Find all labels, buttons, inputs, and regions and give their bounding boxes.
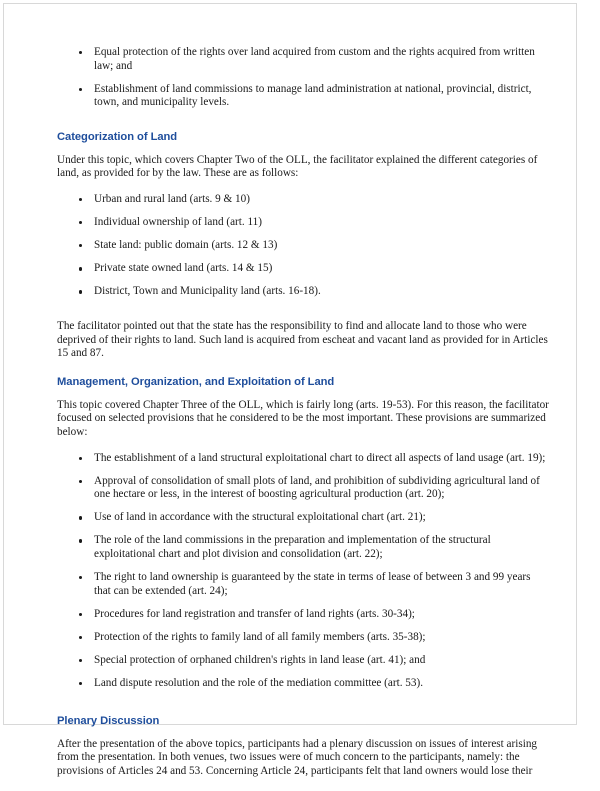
- list-item-text: Approval of consolidation of small plots of land, and prohibition of subdividing agricultural land of one hectare or less, in the interest of boosting agricultural production (art. 20);: [94, 474, 540, 501]
- list-item-text: The establishment of a land structural exploitational chart to direct all aspects of land usage (art. 19);: [94, 451, 546, 464]
- section-heading-management: Management, Organization, and Exploitation of Land: [57, 375, 335, 388]
- list-item: [57, 285, 549, 299]
- list-item-text: Protection of the rights to family land of all family members (arts. 35-38);: [94, 630, 426, 643]
- intro-bullet-list: [57, 46, 549, 110]
- list-item-text: State land: public domain (arts. 12 & 13): [94, 239, 278, 252]
- list-item: [57, 239, 549, 253]
- list-item-text: The right to land ownership is guaranteed by the state in terms of lease of between 3 and 99 years that can be extended (art. 24);: [94, 571, 531, 597]
- bullet-dot-icon: [79, 480, 82, 483]
- list-item: [57, 46, 549, 73]
- bullet-dot-icon: [79, 51, 82, 54]
- bullet-dot-icon: [79, 457, 82, 460]
- section-spacer: [57, 121, 549, 131]
- bullet-dot-icon: [79, 516, 82, 519]
- management-bullet-list: [57, 452, 549, 691]
- list-item: [57, 534, 549, 561]
- section-heading-plenary: Plenary Discussion: [57, 714, 160, 727]
- bullet-dot-icon: [79, 613, 82, 616]
- bullet-dot-icon: [79, 682, 82, 685]
- section-intro-paragraph: After the presentation of the above topics, participants had a plenary discussion on issues of interest arising from the presentation. In both venues, two issues were of much concern to the participants, namely: the provisions of Articles 24 and 53. Concerning Article 24, participants felt that land owners would lose their: [57, 737, 538, 777]
- list-item-text: Establishment of land commissions to manage land administration at national, provincial, district, town, and municipality levels.: [94, 82, 532, 109]
- list-item: [57, 571, 549, 598]
- list-item: [57, 475, 549, 502]
- list-item-text: Land dispute resolution and the role of the mediation committee (art. 53).: [94, 677, 424, 690]
- bullet-dot-icon: [79, 290, 82, 293]
- bullet-dot-icon: [79, 198, 82, 201]
- bullet-dot-icon: [79, 539, 82, 542]
- list-item: [57, 193, 549, 207]
- list-item: [57, 677, 549, 691]
- list-item: [57, 631, 549, 645]
- bullet-dot-icon: [79, 221, 82, 224]
- list-item: [57, 216, 549, 230]
- categorization-bullet-list: [57, 193, 549, 299]
- list-item: [57, 511, 549, 525]
- bullet-dot-icon: [79, 576, 82, 579]
- list-item-text: Private state owned land (arts. 14 & 15): [94, 262, 273, 275]
- document-content: [57, 46, 549, 791]
- bullet-dot-icon: [79, 267, 82, 270]
- section-heading-categorization: Categorization of Land: [57, 130, 178, 143]
- list-item-text: Special protection of orphaned children's rights in land lease (art. 41); and: [94, 654, 426, 667]
- section-intro-paragraph: This topic covered Chapter Three of the OLL, which is fairly long (arts. 19-53). For this reason, the facilitator focused on selected provisions that he considered to be the most important. These provisions are summarized below:: [57, 398, 549, 438]
- bullet-dot-icon: [79, 88, 82, 91]
- list-item-text: District, Town and Municipality land (arts. 16-18).: [94, 285, 321, 298]
- section-spacer: [57, 702, 549, 712]
- section-spacer: [57, 310, 549, 320]
- list-item: [57, 83, 549, 110]
- bullet-dot-icon: [79, 636, 82, 639]
- section-intro-paragraph: Under this topic, which covers Chapter Two of the OLL, the facilitator explained the different categories of land, as provided for by the law. These are as follows:: [57, 153, 538, 180]
- bullet-dot-icon: [79, 244, 82, 247]
- bullet-dot-icon: [79, 659, 82, 662]
- document-page: [3, 3, 577, 777]
- list-item: [57, 608, 549, 622]
- section-outro-paragraph: The facilitator pointed out that the state has the responsibility to find and allocate land to those who were deprived of their rights to land. Such land is acquired from escheat and vacant land as provided for in Articles 15 and 87.: [57, 320, 548, 360]
- list-item-text: Urban and rural land (arts. 9 & 10): [94, 193, 250, 206]
- list-item-text: Individual ownership of land (art. 11): [94, 216, 262, 229]
- list-item: [57, 262, 549, 276]
- list-item-text: Use of land in accordance with the structural exploitational chart (art. 21);: [94, 511, 426, 524]
- list-item-text: The role of the land commissions in the preparation and implementation of the structural exploitational chart and plot division and consolidation (art. 22);: [94, 534, 491, 561]
- list-item: [57, 452, 549, 466]
- list-item-text: Equal protection of the rights over land acquired from custom and the rights acquired from written law; and: [94, 46, 535, 72]
- list-item: [57, 654, 549, 668]
- list-item-text: Procedures for land registration and transfer of land rights (arts. 30-34);: [94, 607, 415, 620]
